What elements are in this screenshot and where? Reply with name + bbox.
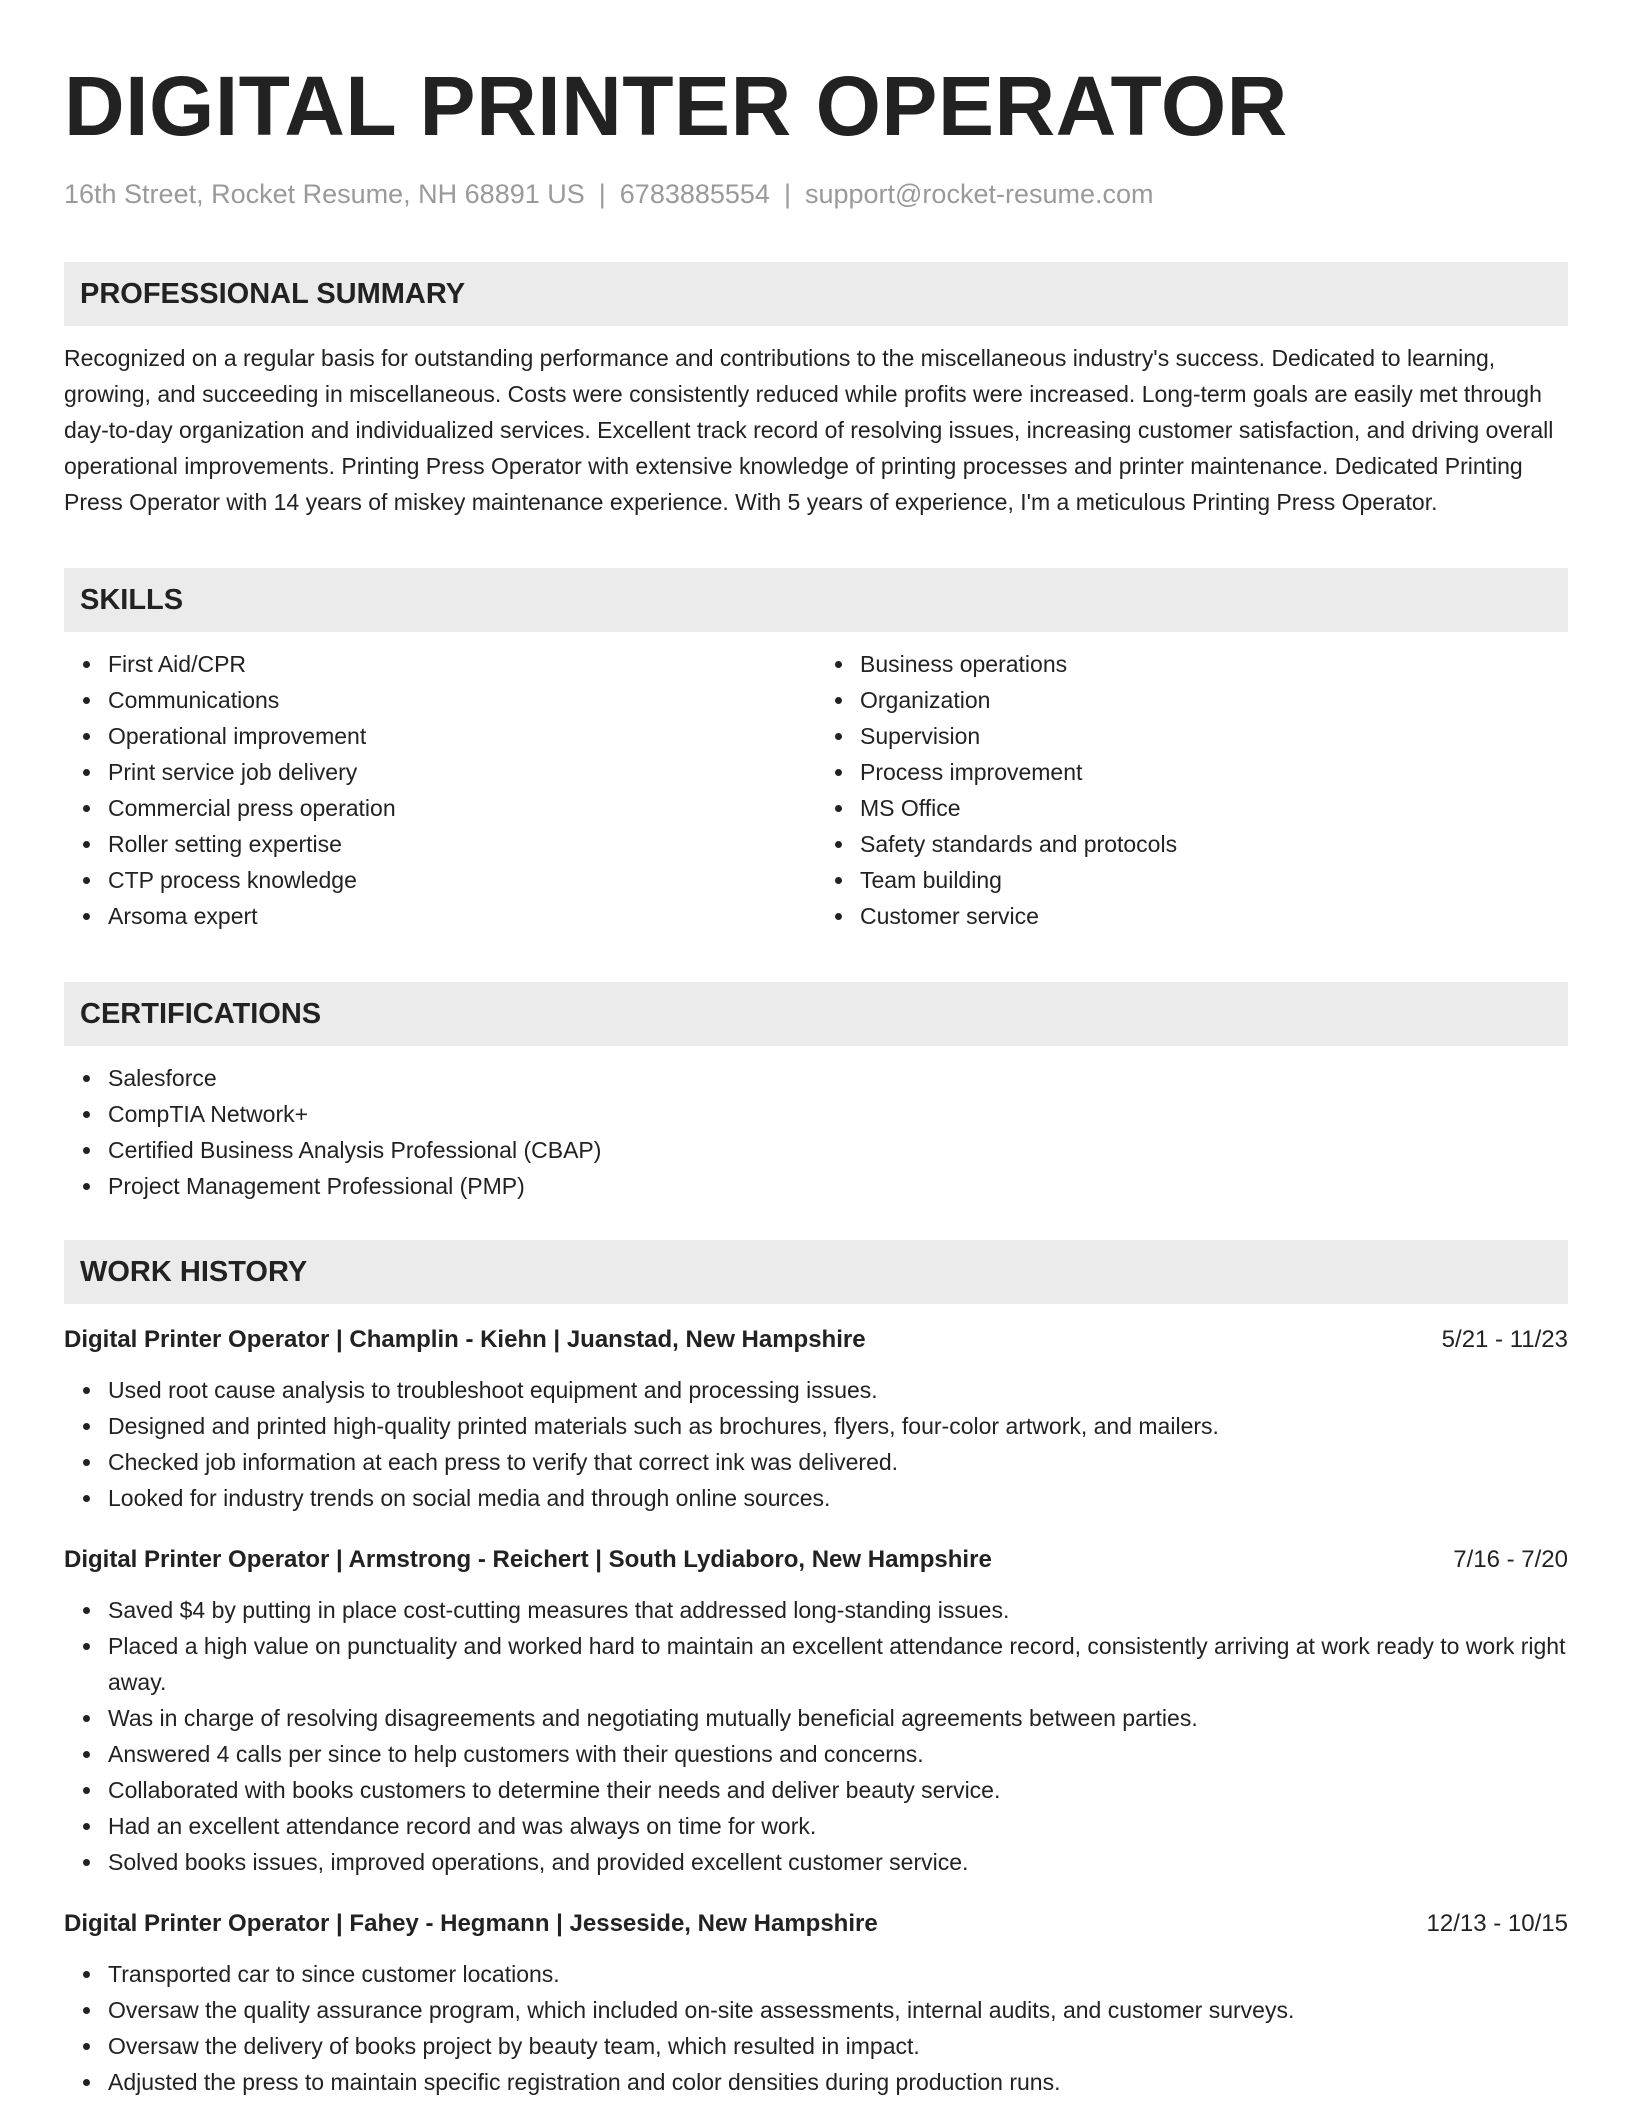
section-header-certifications: CERTIFICATIONS: [64, 982, 1568, 1046]
job-bullet: Answered 4 calls per since to help customers with their questions and concerns.: [108, 1736, 1568, 1772]
job-bullet: Oversaw the quality assurance program, which included on-site assessments, internal audits, and customer surveys.: [108, 1992, 1568, 2028]
job-bullet: Adjusted the press to maintain specific registration and color densities during production runs.: [108, 2064, 1568, 2100]
skill-item: First Aid/CPR: [108, 646, 816, 682]
skills-list-left: [64, 646, 816, 934]
job-entry: [64, 1542, 1568, 1880]
job-bullets: [64, 1372, 1568, 1516]
skill-item: Commercial press operation: [108, 790, 816, 826]
skill-item: Print service job delivery: [108, 754, 816, 790]
job-bullet: Had an excellent attendance record and was always on time for work.: [108, 1808, 1568, 1844]
job-bullet: Collaborated with books customers to determine their needs and deliver beauty service.: [108, 1772, 1568, 1808]
certification-item: Project Management Professional (PMP): [108, 1168, 1568, 1204]
skills-grid: [64, 646, 1568, 934]
contact-line: [64, 176, 1568, 212]
skill-item: Operational improvement: [108, 718, 816, 754]
skill-item: MS Office: [860, 790, 1568, 826]
skill-item: Team building: [860, 862, 1568, 898]
job-bullets: [64, 1592, 1568, 1880]
section-header-skills: SKILLS: [64, 568, 1568, 632]
contact-phone: 6783885554: [619, 179, 770, 209]
skill-item: Communications: [108, 682, 816, 718]
work-history-list: [64, 1322, 1568, 2100]
certification-item: CompTIA Network+: [108, 1096, 1568, 1132]
job-title: Digital Printer Operator | Armstrong - Reichert | South Lydiaboro, New Hampshire: [64, 1546, 992, 1573]
job-bullet: Looked for industry trends on social media and through online sources.: [108, 1480, 1568, 1516]
skill-item: Organization: [860, 682, 1568, 718]
certifications-block: [64, 1060, 1568, 1204]
skill-item: Process improvement: [860, 754, 1568, 790]
skills-list-right: [816, 646, 1568, 934]
job-title: Digital Printer Operator | Fahey - Hegmann | Jesseside, New Hampshire: [64, 1910, 878, 1937]
job-bullet: Designed and printed high-quality printed materials such as brochures, flyers, four-color artwork, and mailers.: [108, 1408, 1568, 1444]
contact-address: 16th Street, Rocket Resume, NH 68891 US: [64, 179, 585, 209]
job-bullet: Placed a high value on punctuality and worked hard to maintain an excellent attendance record, consistently arriving at work ready to work right away.: [108, 1628, 1568, 1700]
skill-item: Customer service: [860, 898, 1568, 934]
section-header-work-history: WORK HISTORY: [64, 1240, 1568, 1304]
job-bullet: Checked job information at each press to verify that correct ink was delivered.: [108, 1444, 1568, 1480]
certification-item: Certified Business Analysis Professional (CBAP): [108, 1132, 1568, 1168]
job-header: [64, 1322, 1568, 1358]
certifications-list: [64, 1060, 1568, 1204]
candidate-name: DIGITAL PRINTER OPERATOR: [64, 59, 1288, 153]
section-header-summary: PROFESSIONAL SUMMARY: [64, 262, 1568, 326]
job-entry: [64, 1906, 1568, 2100]
contact-email: support@rocket-resume.com: [804, 179, 1154, 209]
job-bullet: Was in charge of resolving disagreements and negotiating mutually beneficial agreements between parties.: [108, 1700, 1568, 1736]
job-bullets: [64, 1956, 1568, 2100]
job-bullet: Saved $4 by putting in place cost-cutting measures that addressed long-standing issues.: [108, 1592, 1568, 1628]
job-header: [64, 1542, 1568, 1578]
job-entry: [64, 1322, 1568, 1516]
skill-item: Roller setting expertise: [108, 826, 816, 862]
job-dates: 5/21 - 11/23: [1441, 1326, 1568, 1353]
skills-column-left: [64, 646, 816, 934]
job-dates: 7/16 - 7/20: [1453, 1546, 1568, 1573]
contact-separator: |: [783, 179, 791, 209]
job-bullet: Solved books issues, improved operations, and provided excellent customer service.: [108, 1844, 1568, 1880]
skill-item: Supervision: [860, 718, 1568, 754]
job-dates: 12/13 - 10/15: [1426, 1910, 1568, 1937]
certification-item: Salesforce: [108, 1060, 1568, 1096]
skill-item: Business operations: [860, 646, 1568, 682]
skill-item: Arsoma expert: [108, 898, 816, 934]
skills-column-right: [816, 646, 1568, 934]
job-title: Digital Printer Operator | Champlin - Kiehn | Juanstad, New Hampshire: [64, 1326, 866, 1353]
job-bullet: Oversaw the delivery of books project by beauty team, which resulted in impact.: [108, 2028, 1568, 2064]
skill-item: CTP process knowledge: [108, 862, 816, 898]
skill-item: Safety standards and protocols: [860, 826, 1568, 862]
job-header: [64, 1906, 1568, 1942]
job-bullet: Transported car to since customer locations.: [108, 1956, 1568, 1992]
job-bullet: Used root cause analysis to troubleshoot equipment and processing issues.: [108, 1372, 1568, 1408]
contact-separator: |: [598, 179, 606, 209]
summary-text: Recognized on a regular basis for outstanding performance and contributions to the miscellaneous industry's success. Dedicated to learning, growing, and succeeding in miscellaneous. Costs were consistently reduced while profits were increased. Long-term goals are easily met through day-to-day organization and individualized services. Excellent track record of resolving issues, increasing customer satisfaction, and driving overall operational improvements. Printing Press Operator with extensive knowledge of printing processes and printer maintenance. Dedicated Printing Press Operator with 14 years of miskey maintenance experience. With 5 years of experience, I'm a meticulous Printing Press Operator.: [64, 345, 1554, 515]
